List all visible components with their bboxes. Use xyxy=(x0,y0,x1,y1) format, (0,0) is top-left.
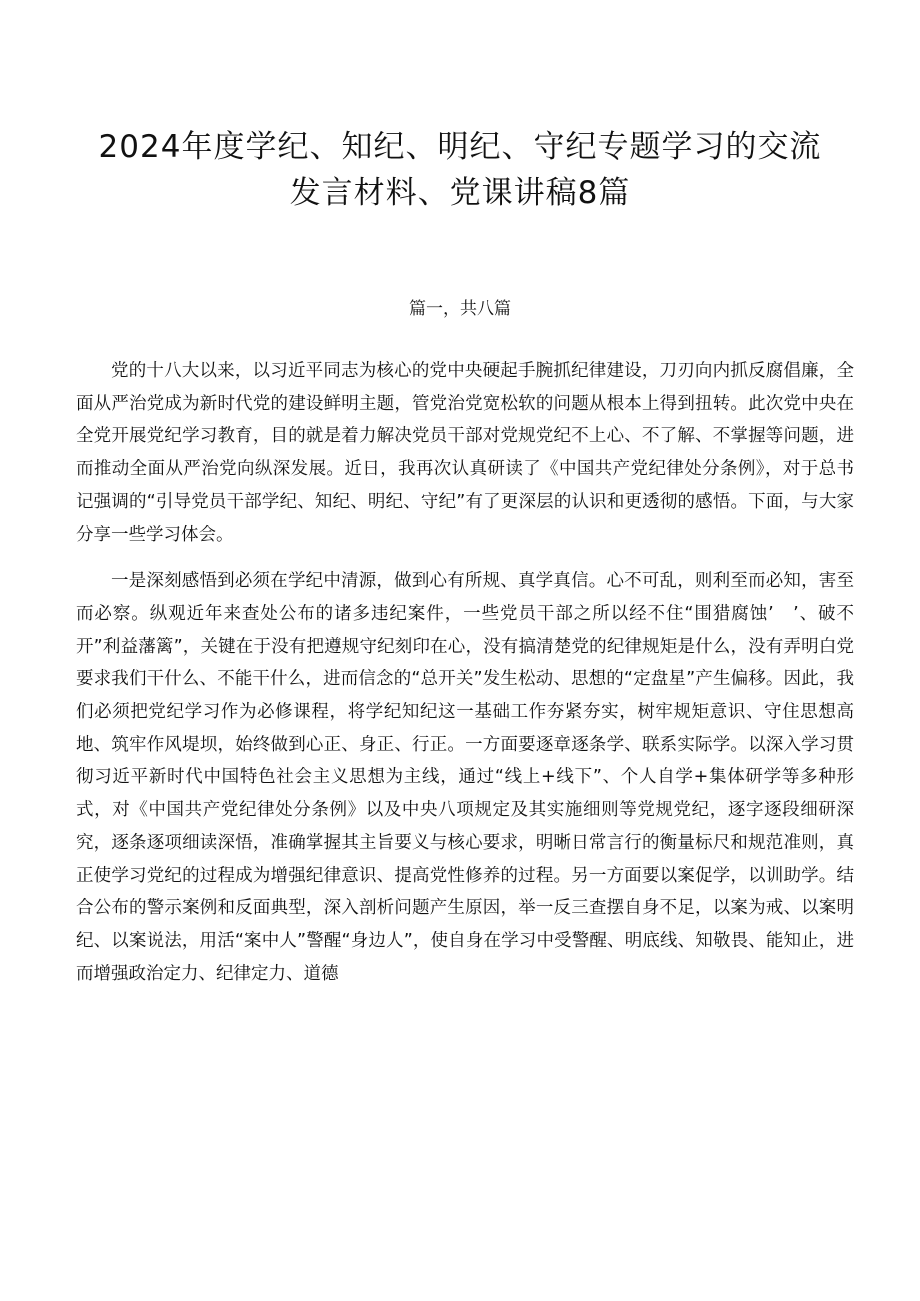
document-body xyxy=(76,355,854,990)
document-title-line-1: 2024年度学纪、知纪、明纪、守纪专题学习的交流 xyxy=(98,129,822,165)
document-title xyxy=(60,124,860,216)
document-title-line-2: 发言材料、党课讲稿8篇 xyxy=(289,175,631,211)
paragraph-1: 党的十八大以来，以习近平同志为核心的党中央硬起手腕抓纪律建设，刀刃向内抓反腐倡廉，全面从严治党成为新时代党的建设鲜明主题，管党治党宽松软的问题从根本上得到扭转。此次党中央在全党开展党纪学习教育，目的就是着力解决党员干部对党规党纪不上心、不了解、不掌握等问题，进而推动全面从严治党向纵深发展。近日，我再次认真研读了《中国共产党纪律处分条例》，对于总书记强调的“引导党员干部学纪、知纪、明纪、守纪”有了更深层的认识和更透彻的感悟。下面，与大家分享一些学习体会。 xyxy=(76,361,854,545)
paragraph-2: 一是深刻感悟到必须在学纪中清源，做到心有所规、真学真信。心不可乱，则利至而必知，害至而必察。纵观近年来查处公布的诸多违纪案件，一些党员干部之所以经不住“围猎腐蚀’ ’、破不开”利益藩篱”，关键在于没有把遵规守纪刻印在心，没有搞清楚党的纪律规矩是什么，没有弄明白党要求我们干什么、不能干什么，进而信念的“总开关”发生松动、思想的“定盘星”产生偏移。因此，我们必须把党纪学习作为必修课程，将学纪知纪这一基础工作夯紧夯实，树牢规矩意识、守住思想高地、筑牢作风堤坝，始终做到心正、身正、行正。一方面要逐章逐条学、联系实际学。以深入学习贯彻习近平新时代中国特色社会主义思想为主线，通过“线上+线下”、个人自学+集体研学等多种形式，对《中国共产党纪律处分条例》以及中央八项规定及其实施细则等党规党纪，逐字逐段细研深究，逐条逐项细读深悟，准确掌握其主旨要义与核心要求，明晰日常言行的衡量标尺和规范准则，真正使学习党纪的过程成为增强纪律意识、提高党性修养的过程。另一方面要以案促学，以训助学。结合公布的警示案例和反面典型，深入剖析问题产生原因，举一反三查摆自身不足，以案为戒、以案明纪、以案说法，用活“案中人”警醒“身边人”，使自身在学习中受警醒、明底线、知敬畏、能知止，进而增强政治定力、纪律定力、道德 xyxy=(76,571,854,984)
section-heading: 篇一，共八篇 xyxy=(409,299,511,319)
